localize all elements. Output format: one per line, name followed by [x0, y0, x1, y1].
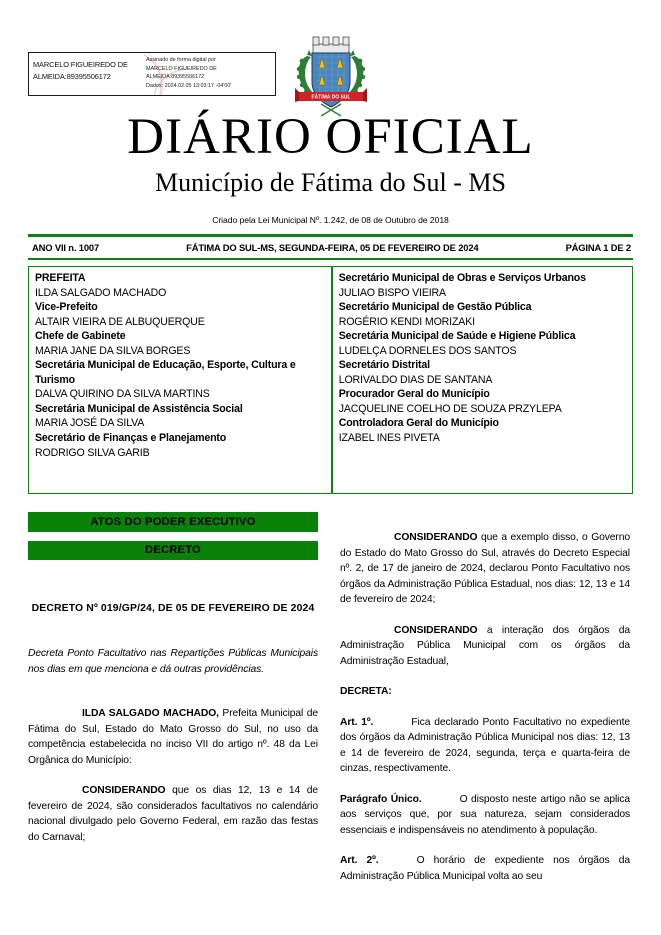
official-role: PREFEITA: [35, 272, 86, 284]
masthead-subtitle: Município de Fátima do Sul - MS: [155, 168, 506, 197]
decree-whereas-3: [340, 623, 630, 670]
edition-header: [28, 237, 633, 258]
official-name: JULIAO BISPO VIEIRA: [338, 286, 446, 299]
paragrafo-unico-label: Parágrafo Único.: [340, 793, 422, 805]
coat-of-arms-icon: [293, 30, 369, 122]
decreta-label: DECRETA:: [340, 686, 392, 697]
official-role: Secretária Municipal de Saúde e Higiene Pública: [338, 330, 576, 343]
official-role: Secretário Municipal de Obras e Serviços Urbanos: [338, 272, 586, 284]
edition-page-label: PÁGINA 1 DE 2: [565, 241, 631, 253]
body-columns: [28, 530, 633, 884]
svg-text:FÁTIMA DO SUL: FÁTIMA DO SUL: [311, 94, 350, 101]
official-entry: [339, 271, 627, 300]
edition-year-issue: ANO VII n. 1007: [32, 241, 100, 253]
official-entry: [35, 358, 326, 402]
paragrafo-unico-text: O disposto neste artigo não se aplica aos serviços que, por sua natureza, sejam considerados essenciais e indispensáveis no atendimento à população.: [340, 793, 630, 836]
masthead: [28, 110, 633, 227]
official-entry: [339, 329, 627, 358]
official-name: MARIA JOSÉ DA SILVA: [35, 417, 145, 430]
decree-preamble: [28, 706, 318, 768]
official-entry: [339, 387, 627, 416]
article-2-text: O horário de expediente nos órgãos da Administração Pública Municipal volta ao seu: [340, 855, 630, 882]
signature-detail-line-2: MARCELO FIGUEIREDO DE: [146, 65, 217, 72]
official-name: LORIVALDO DIAS DE SANTANA: [338, 373, 493, 386]
preamble-rest: Prefeita Municipal de Fátima do Sul, Estado do Mato Grosso do Sul, no uso da competência estabelecida no inciso VII do artigo nº. 48 da Lei Orgânica do Município:: [28, 708, 319, 766]
decree-article-1: [340, 715, 630, 777]
signature-detail-line-4: Dados: 2024.02.05 13:03:17 -04'00': [146, 82, 232, 89]
whereas-1-text: que os dias 12, 13 e 14 de fevereiro de 2024, são considerados facultativos no calendário nacional divulgado pelo Governo Federal, em razão das festas do Carnaval;: [28, 785, 318, 843]
official-role: Procurador Geral do Município: [338, 388, 490, 401]
section-banner-executive-acts: ATOS DO PODER EXECUTIVO: [28, 512, 318, 532]
signature-detail-block: [142, 53, 275, 95]
decree-paragrafo-unico: [340, 792, 630, 839]
article-1-label: Art. 1º.: [340, 716, 374, 728]
whereas-3-text: a interação dos órgãos da Administração Pública Municipal com os órgãos da Administração Estadual,: [340, 624, 630, 667]
masthead-law-line: Criado pela Lei Municipal Nº. 1.242, de 08 de Outubro de 2018: [212, 215, 449, 225]
official-name: RODRIGO SILVA GARIB: [35, 446, 150, 459]
official-entry: [339, 300, 627, 329]
official-name: ILDA SALGADO MACHADO: [35, 286, 167, 299]
signature-name-line-2: ALMEIDA:89395506172: [33, 71, 111, 81]
decree-ementa: Decreta Ponto Facultativo nas Repartições Públicas Municipais nos dias em que menciona e dá outras providências.: [28, 648, 318, 675]
page-title: DIÁRIO OFICIAL: [127, 109, 534, 165]
official-name: ROGÉRIO KENDI MORIZAKI: [338, 315, 475, 328]
whereas-3-lead: CONSIDERANDO: [394, 624, 478, 636]
decree-article-2: [340, 853, 630, 884]
official-entry: [35, 271, 326, 300]
whereas-2-lead: CONSIDERANDO: [394, 532, 478, 543]
official-entry: [35, 300, 326, 329]
decree-whereas-1: [28, 783, 318, 845]
decree-whereas-2: [340, 530, 630, 608]
official-name: DALVA QUIRINO DA SILVA MARTINS: [35, 388, 210, 401]
official-role: Chefe de Gabinete: [35, 330, 126, 343]
official-name: JACQUELINE COELHO DE SOUZA PRZYLEPA: [338, 402, 562, 415]
officials-table: [28, 266, 633, 494]
edition-place-date: FÁTIMA DO SUL-MS, SEGUNDA-FEIRA, 05 DE FEVEREIRO DE 2024: [186, 241, 479, 253]
official-role: Controladora Geral do Município: [338, 417, 499, 430]
officials-column-left: [29, 267, 332, 493]
official-role: Secretário de Finanças e Planejamento: [35, 432, 227, 445]
section-banner-decree: DECRETO: [28, 541, 318, 561]
signature-detail-line-1: Assinado de forma digital por: [146, 57, 216, 63]
preamble-mayor-name: ILDA SALGADO MACHADO,: [82, 708, 219, 719]
article-2-label: Art. 2º.: [340, 855, 379, 866]
official-entry: [339, 416, 627, 445]
whereas-1-lead: CONSIDERANDO: [82, 785, 166, 796]
official-role: Secretário Distrital: [338, 359, 430, 372]
official-entry: [35, 431, 326, 460]
body-column-right: [340, 530, 630, 884]
official-name: IZABEL INES PIVETA: [338, 432, 440, 445]
official-name: ALTAIR VIEIRA DE ALBUQUERQUE: [35, 315, 205, 328]
official-role: Secretário Municipal de Gestão Pública: [338, 301, 532, 314]
official-role: Vice-Prefeito: [35, 301, 98, 314]
officials-column-right: [332, 267, 632, 493]
signature-name-block: [29, 53, 142, 95]
digital-signature-box: [28, 52, 276, 96]
decree-title: DECRETO Nº 019/GP/24, DE 05 DE FEVEREIRO DE 2024: [31, 603, 315, 614]
header-rule-bottom: [28, 258, 633, 261]
official-name: MARIA JANE DA SILVA BORGES: [35, 344, 191, 357]
official-entry: [35, 329, 326, 358]
official-name: LUDELÇA DORNELES DOS SANTOS: [338, 344, 517, 357]
signature-name-line-1: MARCELO FIGUEIREDO DE: [33, 60, 128, 69]
signature-detail-line-3: ALMEIDA:89395506172: [146, 74, 205, 81]
official-entry: [339, 358, 627, 387]
official-role: Secretária Municipal de Educação, Esporte, Cultura e Turismo: [35, 359, 296, 386]
header-band: [28, 0, 633, 112]
article-1-text: Fica declarado Ponto Facultativo no expediente dos órgãos da Administração Pública Municipal nos dias: 12, 13 e 14 de fevereiro de 2024, segunda, terça e quarta-feira de cinzas, respectivamente.: [340, 716, 630, 774]
official-entry: [35, 402, 326, 431]
official-role: Secretária Municipal de Assistência Social: [35, 402, 243, 415]
body-column-left: [28, 530, 318, 884]
whereas-2-text: que a exemplo disso, o Governo do Estado do Mato Grosso do Sul, através do Decreto Especial nº. 2, de 17 de janeiro de 2024, declarou Ponto Facultativo nos órgãos da Administração Pública Estadual, nos dias: 12, 13 e 14 de fevereiro de 2024;: [340, 532, 630, 605]
